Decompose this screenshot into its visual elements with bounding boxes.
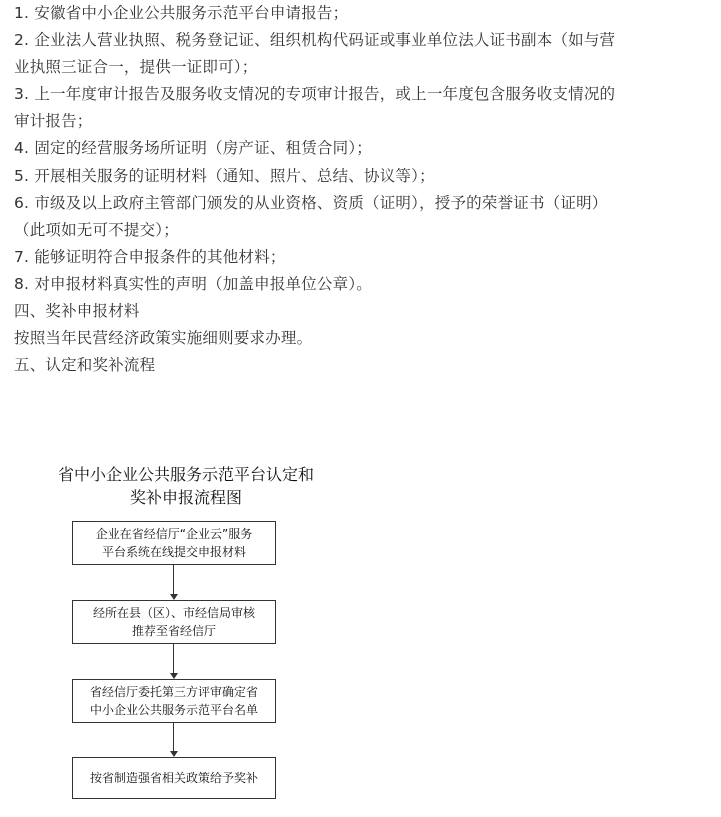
list-item-7: 7. 能够证明符合申报条件的其他材料； xyxy=(14,247,286,266)
flow-step-4 xyxy=(72,757,276,799)
flow-step-3-line-2: 中小企业公共服务示范平台名单 xyxy=(89,703,258,717)
flow-step-1-line-2: 平台系统在线提交申报材料 xyxy=(101,545,246,559)
flow-step-1 xyxy=(72,521,276,565)
list-item-3-line-1: 3. 上一年度审计报告及服务收支情况的专项审计报告，或上一年度包含服务收支情况的 xyxy=(14,85,616,104)
list-item-1: 1. 安徽省中小企业公共服务示范平台申请报告； xyxy=(14,4,349,22)
list-item-6-line-2: （此项如无可不提交）； xyxy=(14,220,179,239)
section-heading-4: 四、奖补申报材料 xyxy=(14,302,140,321)
list-item-4: 4. 固定的经营服务场所证明（房产证、租赁合同）； xyxy=(14,139,372,158)
flow-step-3 xyxy=(72,679,276,723)
list-item-8: 8. 对申报材料真实性的声明（加盖申报单位公章）。 xyxy=(14,274,372,293)
flowchart-title-line-2: 奖补申报流程图 xyxy=(129,488,242,507)
flow-arrow-1-shaft xyxy=(173,565,174,594)
list-item-2-line-2: 业执照三证合一，提供一证即可）； xyxy=(14,58,258,77)
flow-step-2 xyxy=(72,600,276,644)
flowchart-title-line-1: 省中小企业公共服务示范平台认定和 xyxy=(57,465,314,484)
flow-arrow-2-shaft xyxy=(173,644,174,673)
flow-step-3-line-1: 省经信厅委托第三方评审确定省 xyxy=(89,685,258,699)
list-item-3-line-2: 审计报告； xyxy=(14,112,93,131)
list-item-6-line-1: 6. 市级及以上政府主管部门颁发的从业资格、资质（证明），授予的荣誉证书（证明） xyxy=(14,193,608,212)
flow-step-1-line-1: 企业在省经信厅“企业云”服务 xyxy=(95,527,253,541)
list-item-2-line-1: 2. 企业法人营业执照、税务登记证、组织机构代码证或事业单位法人证书副本（如与营 xyxy=(14,31,616,50)
flow-arrow-3-shaft xyxy=(173,723,174,751)
section-4-body: 按照当年民营经济政策实施细则要求办理。 xyxy=(14,329,313,348)
document-body xyxy=(14,0,704,379)
flow-step-2-line-1: 经所在县（区）、市经信局审核 xyxy=(92,606,255,620)
list-item-5: 5. 开展相关服务的证明材料（通知、照片、总结、协议等）； xyxy=(14,166,435,185)
flow-step-2-line-2: 推荐至省经信厅 xyxy=(131,624,216,638)
section-heading-5: 五、认定和奖补流程 xyxy=(14,356,156,375)
flow-step-4-line-1: 按省制造强省相关政策给予奖补 xyxy=(89,771,258,785)
